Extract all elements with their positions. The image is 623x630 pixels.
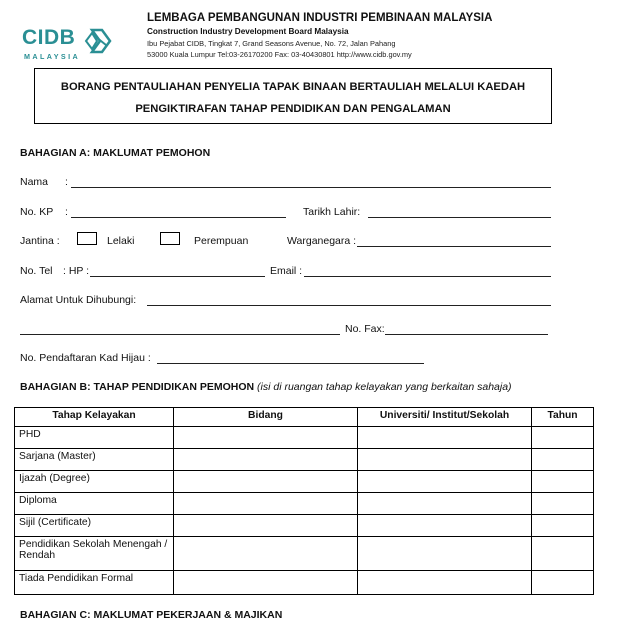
email-field[interactable] [304, 276, 551, 277]
no-kp-field[interactable] [71, 217, 286, 218]
col-tahap-kelayakan: Tahap Kelayakan [15, 408, 174, 427]
bidang-cell[interactable] [174, 449, 358, 471]
section-b-title: BAHAGIAN B: TAHAP PENDIDIKAN PEMOHON [20, 381, 255, 393]
nama-field[interactable] [71, 187, 551, 188]
section-b-note: (isi di ruangan tahap kelayakan yang berkaitan sahaja) [257, 381, 512, 393]
tahun-cell[interactable] [532, 449, 594, 471]
hp-label: : HP : [63, 265, 90, 277]
kad-hijau-label: No. Pendaftaran Kad Hijau : [20, 352, 151, 364]
row-label-sarjana: Sarjana (Master) [15, 449, 174, 471]
logo-mark-icon [84, 28, 114, 54]
table-row [15, 493, 594, 515]
logo-subtext: MALAYSIA [24, 52, 81, 61]
email-label: Email : [270, 265, 303, 277]
universiti-cell[interactable] [358, 571, 532, 595]
no-kp-colon: : [65, 206, 68, 218]
address-line-2: 53000 Kuala Lumpur Tel:03-26170200 Fax: 03-40430801 http://www.cidb.gov.my [147, 50, 412, 59]
org-english-name: Construction Industry Development Board Malaysia [147, 27, 349, 36]
tahun-cell[interactable] [532, 571, 594, 595]
bidang-cell[interactable] [174, 571, 358, 595]
warganegara-field[interactable] [357, 246, 551, 247]
alamat-label: Alamat Untuk Dihubungi: [20, 294, 137, 306]
bidang-cell[interactable] [174, 471, 358, 493]
section-a-heading: BAHAGIAN A: MAKLUMAT PEMOHON [20, 147, 211, 159]
nama-colon: : [65, 176, 68, 188]
tarikh-lahir-label: Tarikh Lahir: [303, 206, 361, 218]
table-row [15, 571, 594, 595]
organization-info [147, 12, 492, 60]
jantina-label: Jantina : [20, 235, 60, 247]
table-row [15, 515, 594, 537]
warganegara-label: Warganegara : [287, 235, 357, 247]
cidb-logo [22, 26, 118, 62]
no-fax-field[interactable] [385, 334, 548, 335]
alamat-field-line-1[interactable] [147, 305, 551, 306]
row-label-sijil: Sijil (Certificate) [15, 515, 174, 537]
universiti-cell[interactable] [358, 449, 532, 471]
title-line-2: PENGIKTIRAFAN TAHAP PENDIDIKAN DAN PENGALAMAN [135, 103, 451, 115]
hp-field[interactable] [90, 276, 265, 277]
tahun-cell[interactable] [532, 515, 594, 537]
table-header-row [15, 408, 594, 427]
tahun-cell[interactable] [532, 537, 594, 571]
lelaki-label: Lelaki [107, 235, 135, 247]
universiti-cell[interactable] [358, 427, 532, 449]
bidang-cell[interactable] [174, 427, 358, 449]
perempuan-label: Perempuan [194, 235, 249, 247]
col-universiti: Universiti/ Institut/Sekolah [358, 408, 532, 427]
bidang-cell[interactable] [174, 537, 358, 571]
education-table [14, 407, 594, 595]
table-row [15, 537, 594, 571]
section-c-heading: BAHAGIAN C: MAKLUMAT PEKERJAAN & MAJIKAN [20, 609, 283, 621]
tarikh-lahir-field[interactable] [368, 217, 551, 218]
universiti-cell[interactable] [358, 471, 532, 493]
universiti-cell[interactable] [358, 537, 532, 571]
row-label-tiada: Tiada Pendidikan Formal [15, 571, 174, 595]
row-label-sekolah: Pendidikan Sekolah Menengah / Rendah [15, 537, 174, 571]
kad-hijau-field[interactable] [157, 363, 424, 364]
table-row [15, 427, 594, 449]
row-label-phd: PHD [15, 427, 174, 449]
no-fax-label: No. Fax: [345, 323, 385, 335]
row-label-diploma: Diploma [15, 493, 174, 515]
alamat-field-line-2[interactable] [20, 334, 340, 335]
address-line-1: Ibu Pejabat CIDB, Tingkat 7, Grand Seasons Avenue, No. 72, Jalan Pahang [147, 39, 396, 48]
no-tel-label: No. Tel [20, 265, 53, 277]
col-tahun: Tahun [532, 408, 594, 427]
form-title [34, 68, 552, 124]
table-row [15, 449, 594, 471]
row-label-ijazah: Ijazah (Degree) [15, 471, 174, 493]
bidang-cell[interactable] [174, 515, 358, 537]
org-name: LEMBAGA PEMBANGUNAN INDUSTRI PEMBINAAN MALAYSIA [147, 12, 493, 24]
no-kp-label: No. KP [20, 206, 54, 218]
perempuan-checkbox[interactable] [160, 232, 180, 245]
tahun-cell[interactable] [532, 471, 594, 493]
org-address [147, 38, 492, 60]
universiti-cell[interactable] [358, 515, 532, 537]
title-line-1: BORANG PENTAULIAHAN PENYELIA TAPAK BINAAN BERTAULIAH MELALUI KAEDAH [60, 81, 526, 93]
tahun-cell[interactable] [532, 493, 594, 515]
logo-text: CIDB [22, 26, 76, 49]
nama-label: Nama [20, 176, 49, 188]
lelaki-checkbox[interactable] [77, 232, 97, 245]
section-b-heading [20, 381, 512, 393]
universiti-cell[interactable] [358, 493, 532, 515]
table-row [15, 471, 594, 493]
col-bidang: Bidang [174, 408, 358, 427]
tahun-cell[interactable] [532, 427, 594, 449]
bidang-cell[interactable] [174, 493, 358, 515]
